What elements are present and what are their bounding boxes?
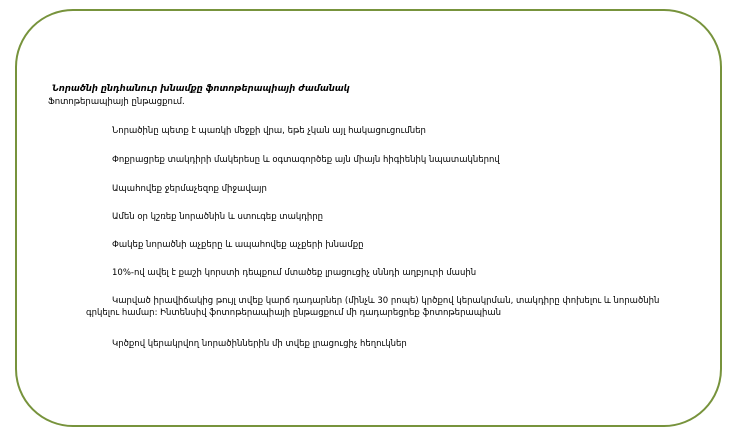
list-item: 10%-ով ավել է քաշի կորստի դեպքում մտածեք լրացուցիչ սննդի աղբյուրի մասին [112, 268, 477, 278]
list-item: Կարված իրավիճակից թույլ տվեք կարճ դադարներ (մինչև 30 րոպե) կրծքով կերակրման, տակդիրը փոխելու և նորածնին գրկելու համար: Ինտենսիվ ֆոտոթերապիայի ընթացքում մի դադարեցրեք ֆոտոթերապիան [86, 296, 660, 318]
list-item: Կրծքով կերակրվող նորածիններին մի տվեք լրացուցիչ հեղուկներ [112, 339, 407, 349]
document-heading: Նորածնի ընդհանուր խնամքը ֆոտոթերապիայի ժամանակ [52, 84, 350, 94]
list-item: Փոքրացրեք տակդիրի մակերեսը և օգտագործեք այն միայն հիգիենիկ նպատակներով [112, 155, 500, 165]
list-item: Նորածինը պետք է պառկի մեջքի վրա, եթե չկան այլ հակացուցումներ [112, 126, 426, 136]
document-subheading: Ֆոտոթերապիայի ընթացքում. [48, 97, 185, 107]
list-item: Փակեք նորածնի աչքերը և ապահովեք աչքերի խնամքը [112, 240, 364, 250]
list-item: Ապահովեք ջերմաչեզոք միջավայր [112, 184, 267, 194]
list-item: Ամեն օր կշռեք նորածնին և ստուգեք տակդիրը [112, 212, 324, 222]
